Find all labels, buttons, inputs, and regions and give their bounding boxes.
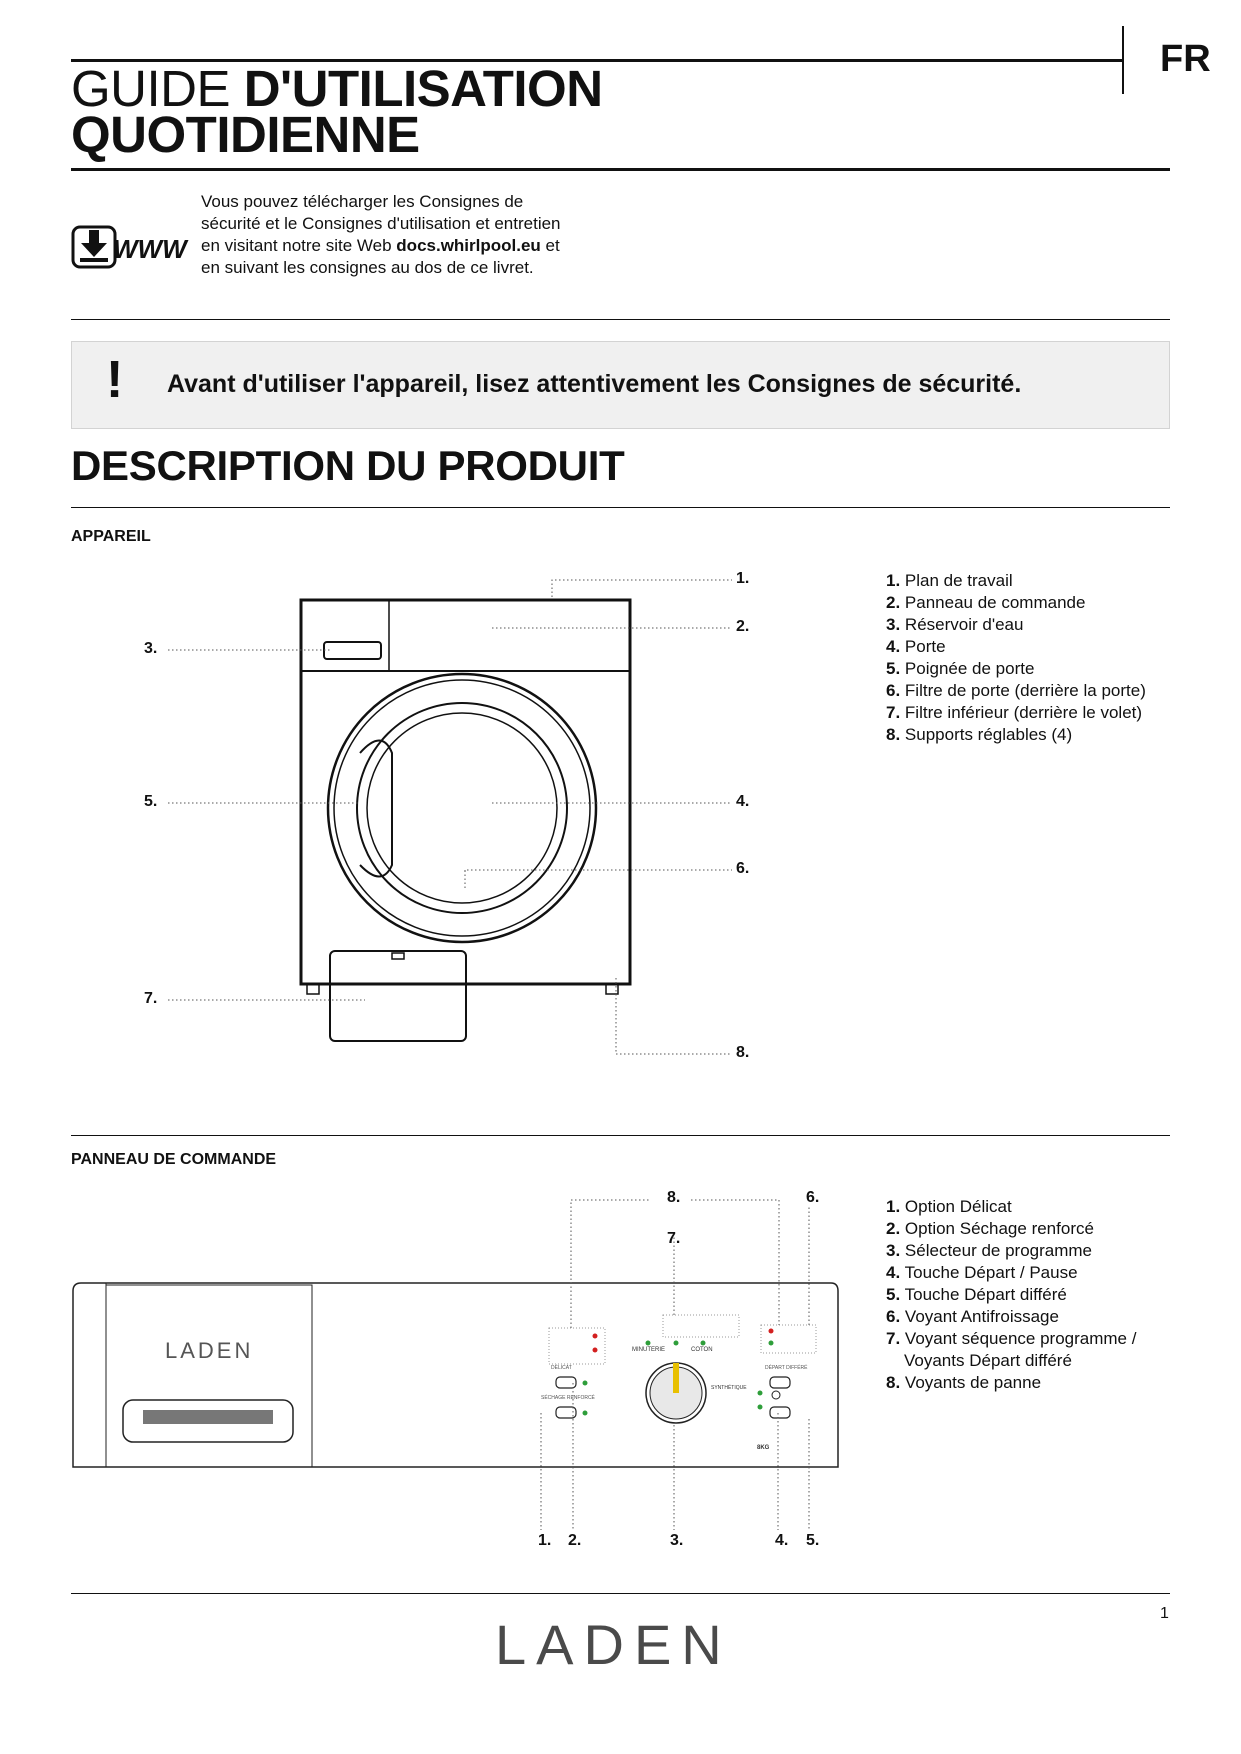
page-title xyxy=(71,60,603,163)
legend-item: 3. Sélecteur de programme xyxy=(886,1241,1093,1260)
appareil-callout-3: 3. xyxy=(144,640,158,657)
legend-item: 4. Porte xyxy=(886,637,946,656)
panneau-legend xyxy=(886,1196,1136,1394)
dryer-diagram xyxy=(140,560,760,1080)
title-bold-2: QUOTIDIENNE xyxy=(71,106,420,163)
safety-warning-text: Avant d'utiliser l'appareil, lisez attentivement les Consignes de sécurité. xyxy=(167,370,1022,398)
download-www-icon xyxy=(71,224,189,272)
intro-line-3 xyxy=(201,235,621,257)
appareil-callout-7: 7. xyxy=(144,990,158,1007)
legend-item: 8. Supports réglables (4) xyxy=(886,725,1073,744)
appareil-callout-4: 4. xyxy=(736,793,750,810)
legend-item: 7. Filtre inférieur (derrière le volet) xyxy=(886,703,1143,722)
appareil-bottom-rule xyxy=(71,1135,1170,1136)
top-vertical-rule xyxy=(1122,26,1124,94)
legend-item: 1. Option Délicat xyxy=(886,1197,1012,1216)
legend-item: 2. Panneau de commande xyxy=(886,593,1086,612)
appareil-callout-2: 2. xyxy=(736,618,750,635)
intro-line-2: sécurité et le Consignes d'utilisation et entretien xyxy=(201,214,561,233)
footer-rule xyxy=(71,1593,1170,1594)
intro-line-3-post: et xyxy=(540,236,560,255)
panel-callout-2: 2. xyxy=(568,1532,582,1549)
legend-item: 6. Voyant Antifroissage xyxy=(886,1307,1059,1326)
title-bottom-rule xyxy=(71,168,1170,171)
legend-item: 7. Voyant séquence programme / xyxy=(886,1329,1137,1348)
legend-item: 3. Réservoir d'eau xyxy=(886,615,1024,634)
title-bold-1: D'UTILISATION xyxy=(243,60,603,117)
appareil-callout-1: 1. xyxy=(736,570,750,587)
appareil-callout-6: 6. xyxy=(736,860,750,877)
intro-line-4: en suivant les consignes au dos de ce livret. xyxy=(201,258,534,277)
control-panel-diagram xyxy=(71,1185,851,1549)
intro-line-1: Vous pouvez télécharger les Consignes de xyxy=(201,192,524,211)
legend-item: 8. Voyants de panne xyxy=(886,1373,1042,1392)
legend-item: 5. Poignée de porte xyxy=(886,659,1035,678)
exclamation-icon: ! xyxy=(106,351,124,409)
panel-delicat-label: DÉLICAT xyxy=(551,1365,572,1371)
panel-kg-label: 8KG xyxy=(757,1445,770,1451)
panel-brand-logo: LADEN xyxy=(165,1338,254,1363)
intro-line-3-pre: en visitant notre site Web xyxy=(201,236,397,255)
footer-brand-logo: LADEN xyxy=(495,1613,732,1676)
panel-sechage-label: SÉCHAGE RENFORCÉ xyxy=(541,1395,595,1401)
safety-warning-box xyxy=(71,341,1170,429)
panel-callout-1: 1. xyxy=(538,1532,552,1549)
panel-callout-8: 8. xyxy=(667,1189,681,1206)
section-title: DESCRIPTION DU PRODUIT xyxy=(71,442,625,489)
legend-item: 6. Filtre de porte (derrière la porte) xyxy=(886,681,1146,700)
language-code: FR xyxy=(1160,38,1211,80)
panel-coton-label: COTON xyxy=(691,1347,713,1353)
legend-item: 1. Plan de travail xyxy=(886,571,1013,590)
legend-item: 2. Option Séchage renforcé xyxy=(886,1219,1094,1238)
appareil-callout-8: 8. xyxy=(736,1044,750,1061)
website-link[interactable]: docs.whirlpool.eu xyxy=(396,236,541,255)
panneau-heading: PANNEAU DE COMMANDE xyxy=(71,1151,277,1168)
panel-callout-7: 7. xyxy=(667,1230,681,1247)
legend-item: 4. Touche Départ / Pause xyxy=(886,1263,1078,1282)
page-number: 1 xyxy=(1160,1605,1169,1622)
panel-callout-5: 5. xyxy=(806,1532,820,1549)
panel-callout-3: 3. xyxy=(670,1532,684,1549)
legend-item: Voyants Départ différé xyxy=(904,1351,1072,1370)
appareil-heading: APPAREIL xyxy=(71,528,151,545)
appareil-legend xyxy=(886,570,1146,746)
title-light: GUIDE xyxy=(71,60,231,117)
panel-callout-4: 4. xyxy=(775,1532,789,1549)
legend-item: 5. Touche Départ différé xyxy=(886,1285,1067,1304)
intro-text xyxy=(201,191,621,279)
panel-minuterie-label: MINUTERIE xyxy=(632,1347,665,1353)
intro-bottom-rule xyxy=(71,319,1170,320)
appareil-callout-5: 5. xyxy=(144,793,158,810)
panel-callout-6: 6. xyxy=(806,1189,820,1206)
panel-depart-label: DÉPART DIFFÉRÉ xyxy=(765,1365,808,1371)
panel-synthetique-label: SYNTHÉTIQUE xyxy=(711,1385,747,1391)
icon-www-text: WWW xyxy=(113,234,187,264)
section-rule xyxy=(71,507,1170,508)
